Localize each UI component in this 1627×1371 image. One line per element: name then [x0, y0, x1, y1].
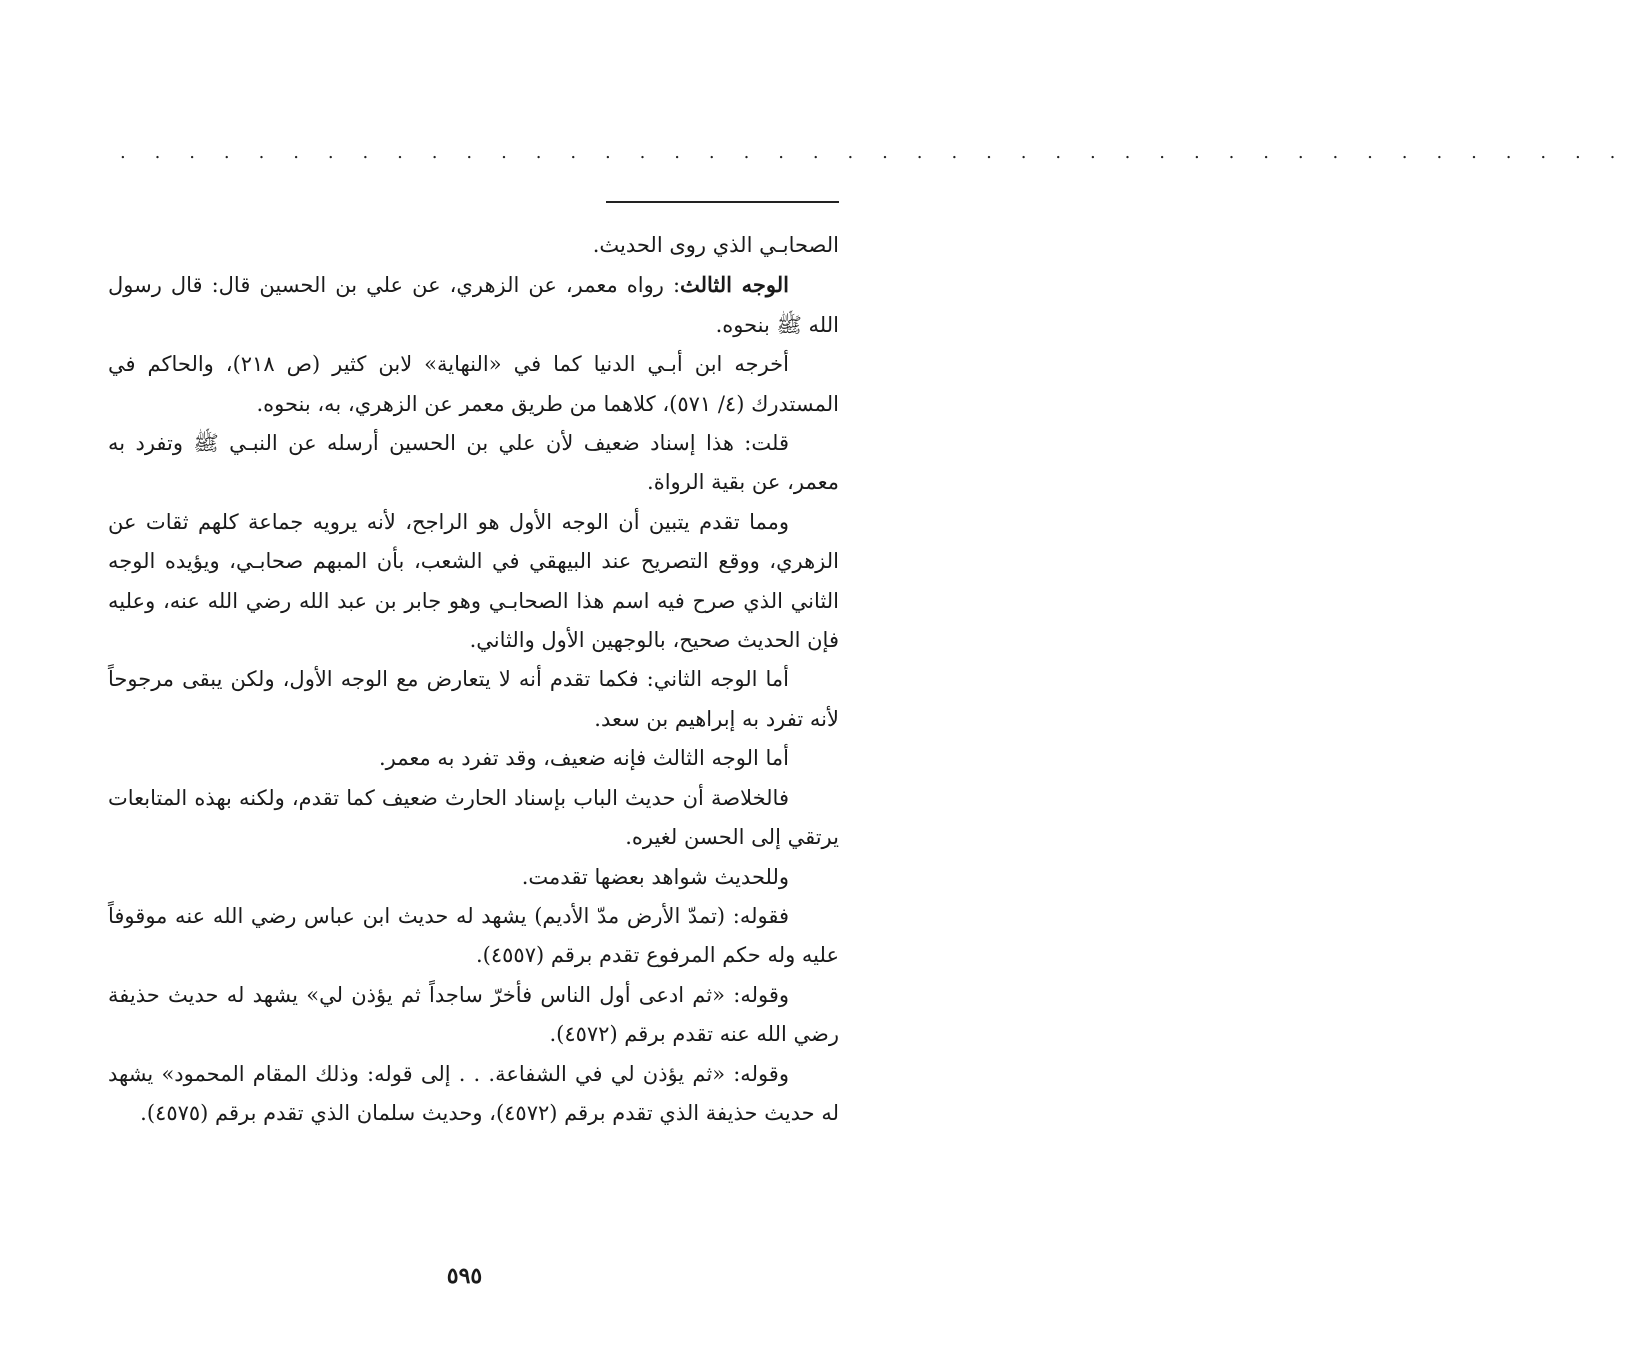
paragraph-12: وقوله: «ثم يؤذن لي في الشفاعة. . . إلى قوله: وذلك المقام المحمود» يشهد له حديث حذيفة الذي تقدم برقم (٤٥٧٢)، وحديث سلمان الذي تقدم برقم (٤٥٧٥).: [108, 1061, 839, 1125]
paragraph-9: وللحديث شواهد بعضها تقدمت.: [521, 864, 789, 889]
paragraph-5: ومما تقدم يتبين أن الوجه الأول هو الراجح، لأنه يرويه جماعة كلهم ثقات عن الزهري، ووقع التصريح عند البيهقي في الشعب، بأن المبهم صحابـي، ويؤيده الوجه الثاني الذي صرح فيه اسم هذا الصحابـي وهو جابر بن عبد الله رضي الله عنه، وعليه فإن الحديث صحيح، بالوجهين الأول والثاني.: [108, 509, 839, 653]
page-number: ٥٩٥: [446, 1263, 483, 1289]
paragraph-11: وقوله: «ثم ادعى أول الناس فأخرّ ساجداً ثم يؤذن لي» يشهد له حديث حذيفة رضي الله عنه تقدم برقم (٤٥٧٢).: [108, 982, 839, 1047]
paragraph-2-heading: الوجه الثالث: [680, 272, 789, 298]
paragraph-3: أخرجه ابن أبـي الدنيا كما في «النهاية» لابن كثير (ص ٢١٨)، والحاكم في المستدرك (٤/ ٥٧١)، كلاهما من طريق معمر عن الزهري، به، بنحوه.: [108, 352, 839, 416]
paragraph-4: قلت: هذا إسناد ضعيف لأن علي بن الحسين أرسله عن النبـي ﷺ وتفرد به معمر، عن بقية الرواة.: [108, 431, 839, 495]
footnote-separator-dots: . . . . . . . . . . . . . . . . . . . . . . . . . . . . . . . . . . . . . . . . . . . .: [120, 142, 1627, 163]
paragraph-8: فالخلاصة أن حديث الباب بإسناد الحارث ضعيف كما تقدم، ولكنه بهذه المتابعات يرتقي إلى الحسن لغيره.: [108, 785, 839, 850]
paragraph-10: فقوله: (تمدّ الأرض مدّ الأديم) يشهد له حديث ابن عباس رضي الله عنه موقوفاً عليه وله حكم المرفوع تقدم برقم (٤٥٥٧).: [108, 903, 839, 968]
paragraph-7: أما الوجه الثالث فإنه ضعيف، وقد تفرد به معمر.: [378, 746, 789, 771]
page-body: [108, 226, 839, 1133]
footnote-rule: [606, 201, 839, 203]
paragraph-6: أما الوجه الثاني: فكما تقدم أنه لا يتعارض مع الوجه الأول، ولكن يبقى مرجوحاً لأنه تفرد به إبراهيم بن سعد.: [108, 667, 839, 731]
paragraph-2: [108, 265, 839, 345]
paragraph-1: الصحابـي الذي روى الحديث.: [592, 233, 839, 257]
paragraph-2-text: : رواه معمر، عن الزهري، عن علي بن الحسين قال: قال رسول الله ﷺ بنحوه.: [108, 273, 839, 337]
